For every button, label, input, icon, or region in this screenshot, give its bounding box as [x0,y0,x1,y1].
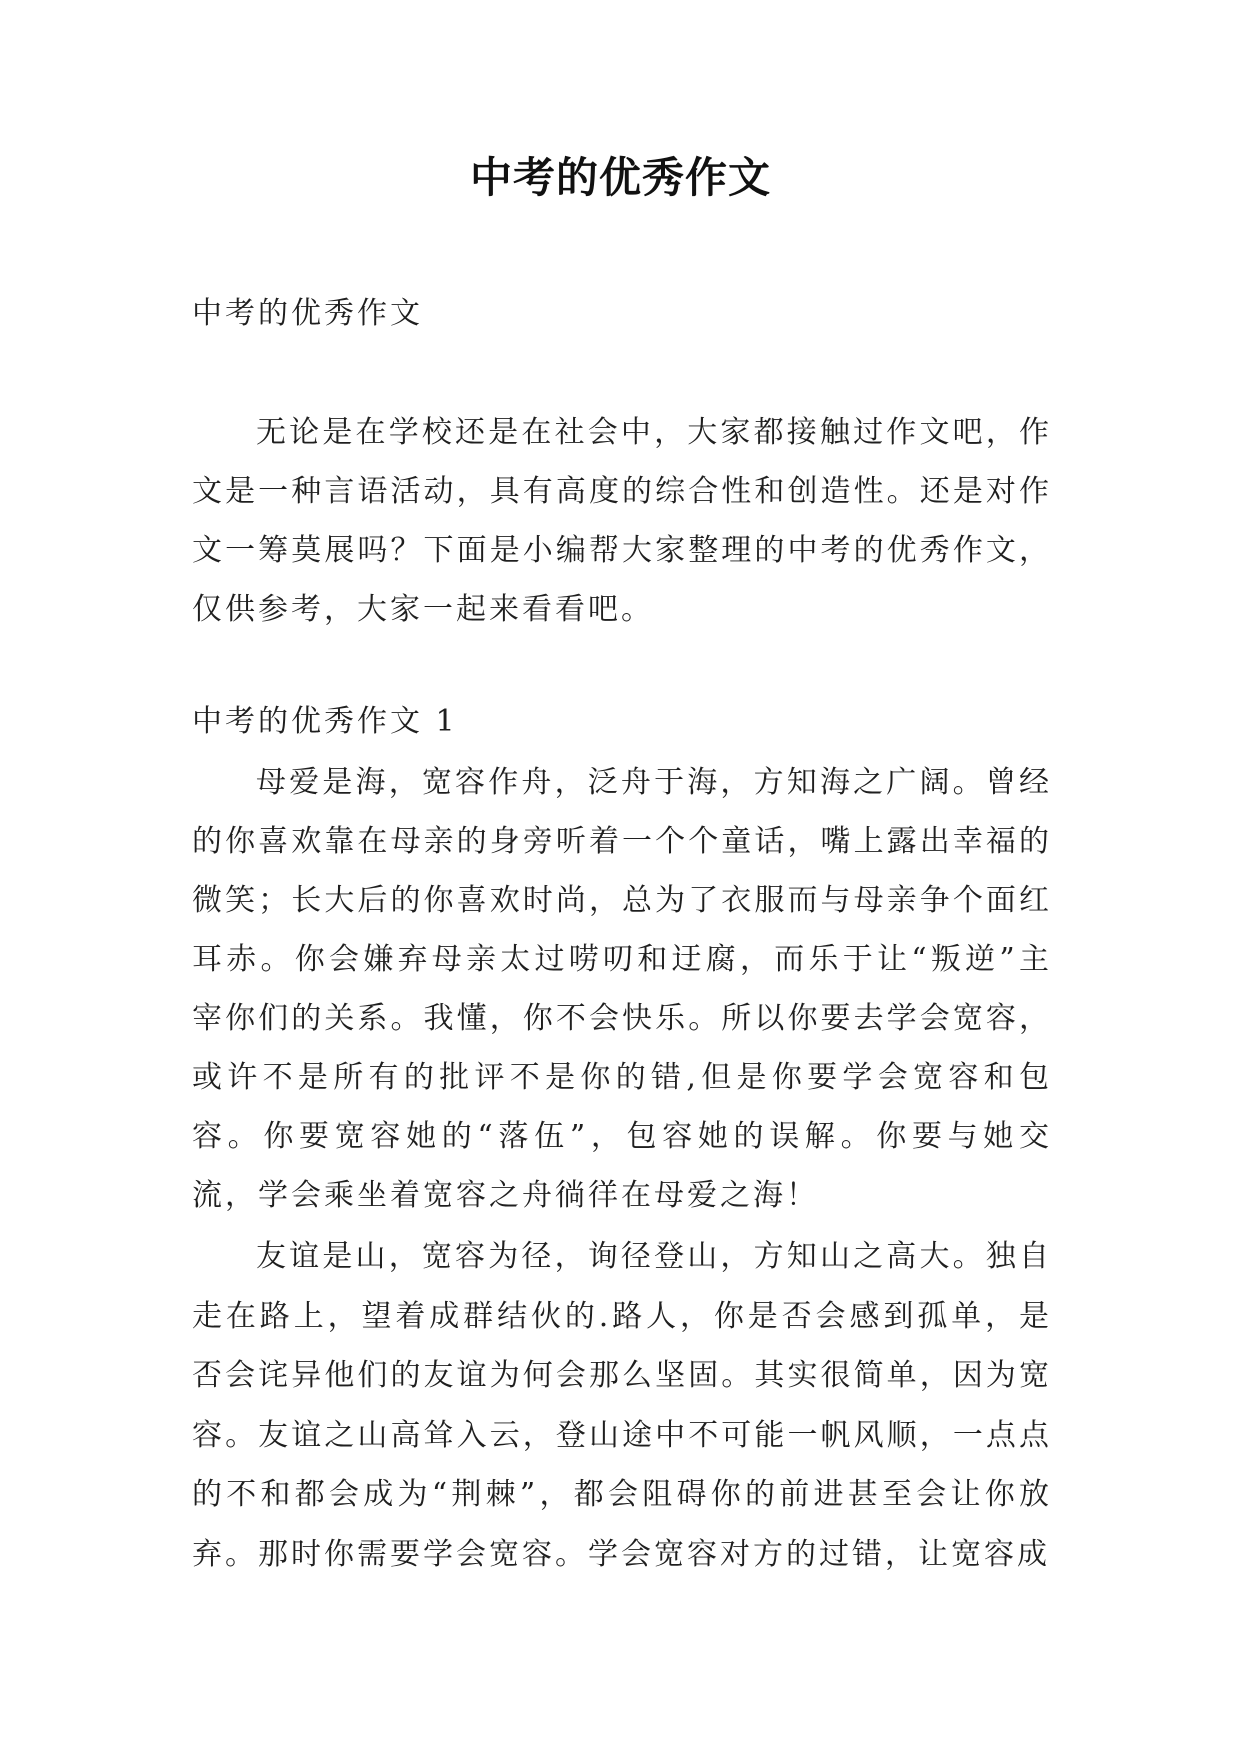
essay-paragraph-mother-love: 母爱是海，宽容作舟，泛舟于海，方知海之广阔。曾经的你喜欢靠在母亲的身旁听着一个个童话，嘴上露出幸福的微笑；长大后的你喜欢时尚，总为了衣服而与母亲争个面红耳赤。你会嫌弃母亲太过唠叨和迂腐，而乐于让“叛逆”主宰你们的关系。我懂，你不会快乐。所以你要去学会宽容，或许不是所有的批评不是你的错,但是你要学会宽容和包容。你要宽容她的“落伍”，包容她的误解。你要与她交流，学会乘坐着宽容之舟徜徉在母爱之海！ [192,765,1052,1213]
intro-paragraph: 无论是在学校还是在社会中，大家都接触过作文吧，作文是一种言语活动，具有高度的综合性和创造性。还是对作文一筹莫展吗？下面是小编帮大家整理的中考的优秀作文，仅供参考，大家一起来看看吧。 [192,415,1052,627]
section-heading: 中考的优秀作文 1 [192,704,458,739]
essay-paragraph-friendship: 友谊是山，宽容为径，询径登山，方知山之高大。独自走在路上，望着成群结伙的.路人，你是否会感到孤单，是否会诧异他们的友谊为何会那么坚固。其实很简单，因为宽容。友谊之山高耸入云，登山途中不可能一帆风顺，一点点的不和都会成为“荆棘”，都会阻碍你的前进甚至会让你放弃。那时你需要学会宽容。学会宽容对方的过错，让宽容成 [192,1239,1052,1572]
document-title: 中考的优秀作文 [469,153,771,202]
document-subtitle: 中考的优秀作文 [192,296,423,331]
